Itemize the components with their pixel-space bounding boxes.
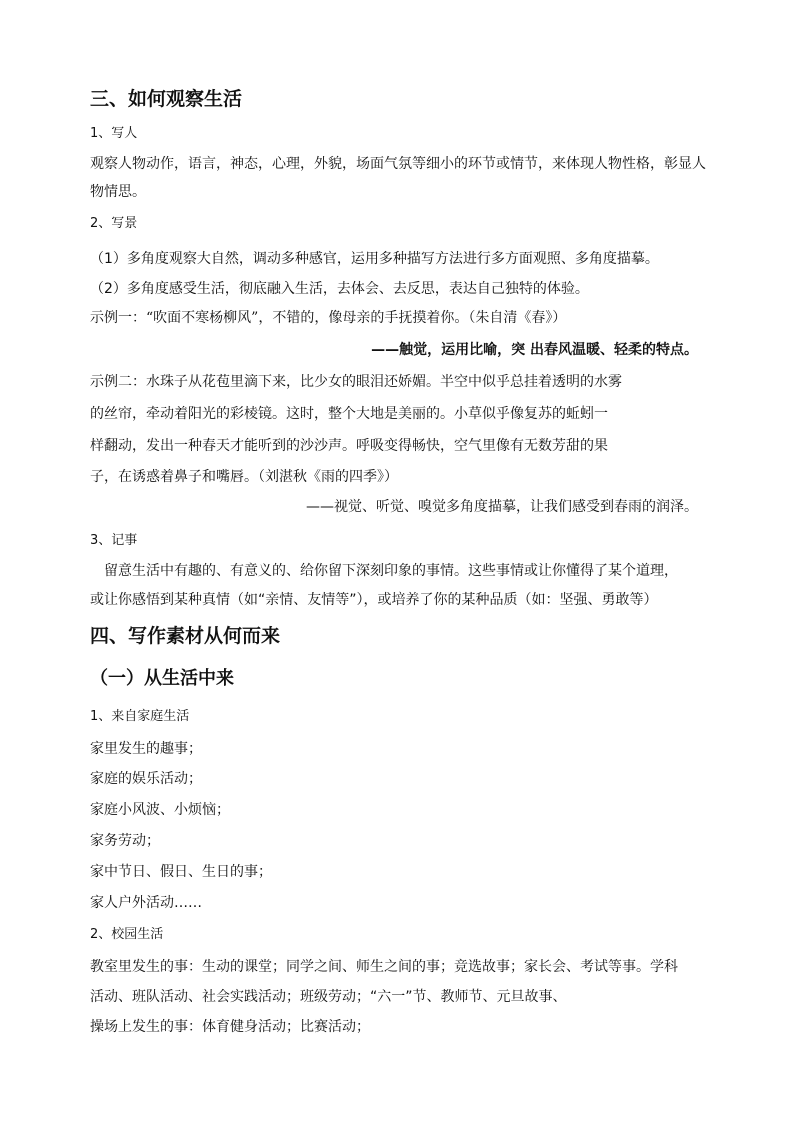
- write-person-text-line-2: 物情思。: [90, 184, 146, 200]
- write-person-heading: 1、写人: [90, 126, 138, 141]
- family-item: 家人户外活动……: [90, 895, 202, 911]
- record-event-line-1: 留意生活中有趣的、有意义的、给你留下深刻印象的事情。这些事情或让你懂得了某个道理，: [104, 563, 678, 579]
- write-person-text-line-1: 观察人物动作，语言，神态，心理，外貌，场面气氛等细小的环节或情节，来体现人物性格，彰显人: [90, 156, 706, 172]
- school-life-line-1: 教室里发生的事：生动的课堂；同学之间、师生之间的事；竞选故事；家长会、考试等事。学科: [90, 959, 678, 975]
- example-2-line-2: 的丝帘，牵动着阳光的彩棱镜。这时，整个大地是美丽的。小草似乎像复苏的蚯蚓一: [90, 406, 608, 422]
- section-4-heading: 四、写作素材从何而来: [90, 625, 281, 647]
- example-2-line-3: 样翻动，发出一种春天才能听到的沙沙声。呼吸变得畅快，空气里像有无数芳甜的果: [90, 438, 608, 454]
- family-item: 家庭的娱乐活动；: [90, 771, 202, 787]
- family-item: 家庭小风波、小烦恼；: [90, 802, 230, 818]
- example-2-line-1: 示例二：水珠子从花苞里滴下来，比少女的眼泪还娇媚。半空中似乎总挂着透明的水雾: [90, 374, 622, 390]
- example-1-text: 示例一：“吹面不寒杨柳风”，不错的，像母亲的手抚摸着你。（朱自清《春》）: [90, 310, 567, 326]
- record-event-line-2: 或让你感悟到某种真情（如“亲情、友情等”），或培养了你的某种品质（如：坚强、勇敢等）: [90, 592, 658, 608]
- school-life-heading: 2、校园生活: [90, 927, 164, 942]
- section-3-heading: 三、如何观察生活: [90, 88, 243, 110]
- family-item: 家中节日、假日、生日的事；: [90, 864, 272, 880]
- record-event-heading: 3、记事: [90, 533, 138, 548]
- family-item: 家里发生的趣事；: [90, 741, 202, 757]
- school-life-line-3: 操场上发生的事：体育健身活动；比赛活动；: [90, 1019, 370, 1035]
- school-life-line-2: 活动、班队活动、社会实践活动；班级劳动；“六一”节、教师节、元旦故事、: [90, 989, 567, 1005]
- example-2-note: ——视觉、听觉、嗅觉多角度描摹，让我们感受到春雨的润泽。: [306, 499, 698, 515]
- from-life-subheading: （一）从生活中来: [90, 668, 234, 689]
- example-1-note: ——触觉，运用比喻，突 出春风温暖、轻柔的特点。: [371, 342, 698, 358]
- family-item: 家务劳动；: [90, 833, 160, 849]
- write-scene-item-2: （2）多角度感受生活，彻底融入生活，去体会、去反思，表达自己独特的体验。: [90, 281, 589, 297]
- write-scene-item-1: （1）多角度观察大自然，调动多种感官，运用多种描写方法进行多方面观照、多角度描摹。: [90, 251, 659, 267]
- family-life-heading: 1、来自家庭生活: [90, 709, 190, 724]
- example-2-line-4: 子，在诱惑着鼻子和嘴唇。（刘湛秋《雨的四季》）: [90, 469, 398, 485]
- write-scene-heading: 2、写景: [90, 216, 138, 231]
